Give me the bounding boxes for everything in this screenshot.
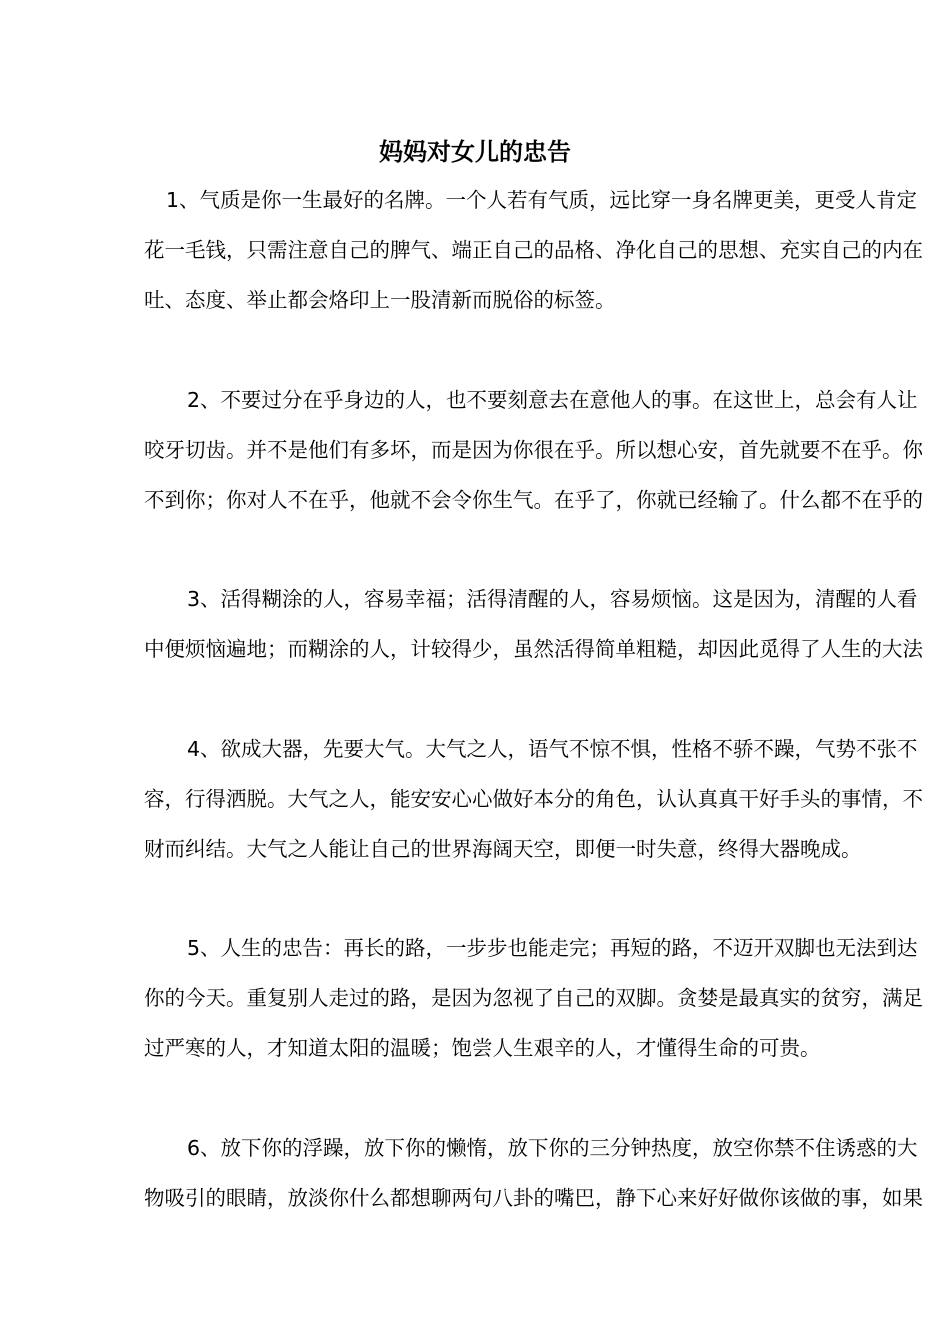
paragraph-2-line-3: 不到你；你对人不在乎，他就不会令你生气。在乎了，你就已经输了。什么都不在乎的 bbox=[144, 488, 923, 512]
paragraph-5-line-3: 过严寒的人，才知道太阳的温暖；饱尝人生艰辛的人，才懂得生命的可贵。 bbox=[144, 1036, 821, 1060]
document-title: 妈妈对女儿的忠告 bbox=[379, 137, 571, 166]
paragraph-1-line-1: 1、气质是你一生最好的名牌。一个人若有气质，远比穿一身名牌更美，更受人肯定 bbox=[166, 188, 918, 212]
paragraph-1-line-2: 花一毛钱，只需注意自己的脾气、端正自己的品格、净化自己的思想、充实自己的内在 bbox=[144, 238, 923, 262]
paragraph-2-line-2: 咬牙切齿。并不是他们有多坏，而是因为你很在乎。所以想心安，首先就要不在乎。你 bbox=[144, 438, 923, 462]
paragraph-2-line-1: 2、不要过分在乎身边的人，也不要刻意去在意他人的事。在这世上，总会有人让 bbox=[187, 388, 918, 412]
paragraph-4-line-3: 财而纠结。大气之人能让自己的世界海阔天空，即便一时失意，终得大器晚成。 bbox=[144, 837, 862, 861]
paragraph-5-line-2: 你的今天。重复别人走过的路，是因为忽视了自己的双脚。贪婪是最真实的贫穷，满足 bbox=[144, 986, 923, 1010]
paragraph-5-line-1: 5、人生的忠告：再长的路，一步步也能走完；再短的路，不迈开双脚也无法到达 bbox=[187, 936, 918, 960]
paragraph-1-line-3: 吐、态度、举止都会烙印上一股清新而脱俗的标签。 bbox=[144, 288, 616, 312]
paragraph-3-line-2: 中便烦恼遍地；而糊涂的人，计较得少，虽然活得简单粗糙，却因此觅得了人生的大法 bbox=[144, 637, 923, 661]
paragraph-6-line-2: 物吸引的眼睛，放淡你什么都想聊两句八卦的嘴巴，静下心来好好做你该做的事，如果 bbox=[144, 1186, 923, 1210]
paragraph-6-line-1: 6、放下你的浮躁，放下你的懒惰，放下你的三分钟热度，放空你禁不住诱惑的大 bbox=[187, 1136, 918, 1160]
paragraph-4-line-1: 4、欲成大器，先要大气。大气之人，语气不惊不惧，性格不骄不躁，气势不张不 bbox=[187, 737, 918, 761]
paragraph-4-line-2: 容，行得洒脱。大气之人，能安安心心做好本分的角色，认认真真干好手头的事情，不 bbox=[144, 787, 923, 811]
paragraph-3-line-1: 3、活得糊涂的人，容易幸福；活得清醒的人，容易烦恼。这是因为，清醒的人看 bbox=[187, 587, 918, 611]
